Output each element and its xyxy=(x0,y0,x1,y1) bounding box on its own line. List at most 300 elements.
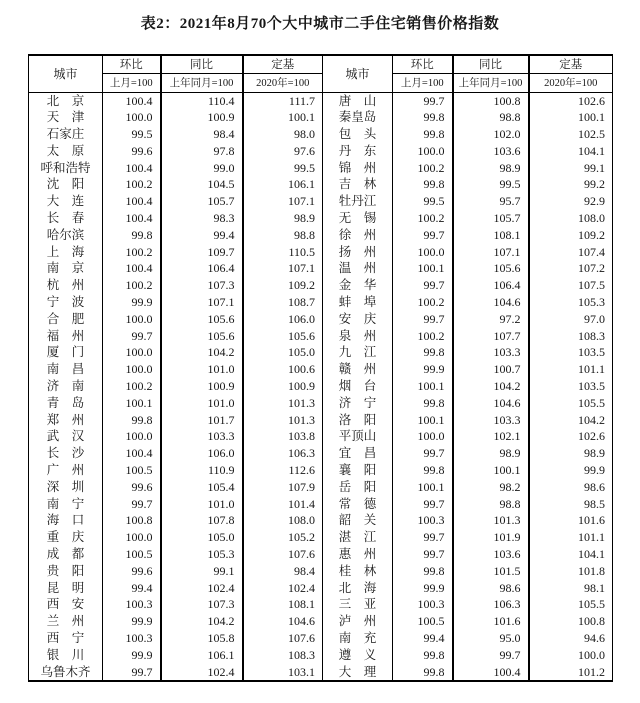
mom-value-right: 99.8 xyxy=(393,395,453,412)
header-row-top xyxy=(29,55,613,73)
table-row xyxy=(29,328,613,345)
table-row xyxy=(29,311,613,328)
base-value-left: 98.8 xyxy=(243,227,323,244)
city-cell-right xyxy=(323,630,393,647)
city-cell-right xyxy=(323,176,393,193)
yoy-value-right: 98.2 xyxy=(453,479,529,496)
mom-value-left: 99.8 xyxy=(103,227,161,244)
city-name: 烟 台 xyxy=(338,379,377,394)
city-name: 太 原 xyxy=(46,143,85,158)
base-value-left: 106.3 xyxy=(243,445,323,462)
city-cell-left xyxy=(29,378,103,395)
table-row xyxy=(29,529,613,546)
base-value-right: 103.5 xyxy=(578,345,605,360)
base-value-right: 94.6 xyxy=(584,631,605,645)
col-header-city-left: 城市 xyxy=(29,55,103,92)
city-cell-left xyxy=(29,92,103,109)
yoy-value-left: 100.9 xyxy=(161,109,243,126)
city-cell-right xyxy=(323,361,393,378)
base-value-left: 111.7 xyxy=(243,92,323,109)
yoy-value-left: 110.9 xyxy=(161,462,243,479)
subheader-mom-left: 上月=100 xyxy=(103,73,161,92)
city-name: 泉 州 xyxy=(338,328,377,343)
city-cell-left xyxy=(29,344,103,361)
base-value-left: 100.9 xyxy=(243,378,323,395)
mom-value-right: 99.7 xyxy=(393,546,453,563)
base-value-left: 106.1 xyxy=(243,176,323,193)
city-cell-right xyxy=(323,647,393,664)
city-name: 南 昌 xyxy=(46,362,85,377)
subheader-yoy-left: 上年同月=100 xyxy=(161,73,243,92)
mom-value-left: 100.4 xyxy=(103,193,161,210)
city-name: 岳 阳 xyxy=(338,479,377,494)
city-cell-left xyxy=(29,563,103,580)
yoy-value-right: 98.8 xyxy=(453,109,529,126)
city-name: 南 充 xyxy=(338,631,377,645)
mom-value-left: 99.8 xyxy=(103,412,161,429)
mom-value-left: 99.6 xyxy=(103,563,161,580)
yoy-value-left: 101.7 xyxy=(161,412,243,429)
mom-value-left: 100.2 xyxy=(103,244,161,261)
city-cell-right xyxy=(323,277,393,294)
header-row-sub xyxy=(29,73,613,92)
city-cell-right xyxy=(323,496,393,513)
base-value-left: 110.5 xyxy=(243,244,323,261)
city-cell-left xyxy=(29,160,103,177)
mom-value-right: 99.9 xyxy=(393,361,453,378)
mom-value-left: 100.3 xyxy=(103,596,161,613)
city-name: 西 安 xyxy=(46,597,85,612)
mom-value-right: 100.3 xyxy=(393,512,453,529)
mom-value-right: 99.8 xyxy=(393,176,453,193)
table-row xyxy=(29,344,613,361)
base-value-left: 108.1 xyxy=(243,596,323,613)
base-value-right: 101.1 xyxy=(578,530,605,545)
mom-value-right: 100.1 xyxy=(393,378,453,395)
city-cell-left xyxy=(29,260,103,277)
yoy-value-left: 105.7 xyxy=(161,193,243,210)
yoy-value-right: 105.7 xyxy=(453,210,529,227)
yoy-value-left: 104.5 xyxy=(161,176,243,193)
city-cell-right xyxy=(323,109,393,126)
city-cell-right xyxy=(323,580,393,597)
yoy-value-right: 103.6 xyxy=(453,143,529,160)
base-value-left: 106.0 xyxy=(243,311,323,328)
yoy-value-right: 102.1 xyxy=(453,428,529,445)
yoy-value-left: 109.7 xyxy=(161,244,243,261)
base-value-right: 98.5 xyxy=(584,496,605,511)
base-value-left: 107.9 xyxy=(243,479,323,496)
yoy-value-left: 97.8 xyxy=(161,143,243,160)
table-row xyxy=(29,428,613,445)
subheader-yoy-right: 上年同月=100 xyxy=(453,73,529,92)
base-value-right: 108.3 xyxy=(578,328,605,343)
yoy-value-left: 99.1 xyxy=(161,563,243,580)
yoy-value-right: 100.1 xyxy=(453,462,529,479)
mom-value-right: 99.7 xyxy=(393,496,453,513)
city-name: 青 岛 xyxy=(46,395,85,410)
yoy-value-right: 102.0 xyxy=(453,126,529,143)
city-name: 常 德 xyxy=(338,496,377,511)
mom-value-left: 100.4 xyxy=(103,210,161,227)
yoy-value-left: 99.0 xyxy=(161,160,243,177)
base-value-right: 99.2 xyxy=(584,177,605,192)
mom-value-left: 100.3 xyxy=(103,630,161,647)
base-value-right: 104.1 xyxy=(578,547,605,562)
city-name: 兰 州 xyxy=(46,614,85,629)
city-cell-right xyxy=(323,412,393,429)
city-name: 扬 州 xyxy=(338,244,377,259)
city-name: 北 海 xyxy=(338,580,377,595)
city-name: 长 沙 xyxy=(46,446,85,461)
city-cell-right xyxy=(323,92,393,109)
city-name: 吉 林 xyxy=(338,177,377,192)
city-name: 金 华 xyxy=(338,278,377,293)
base-value-right: 101.6 xyxy=(578,513,605,528)
city-name: 重 庆 xyxy=(46,530,85,545)
base-value-right: 99.1 xyxy=(584,160,605,175)
city-name: 哈尔滨 xyxy=(46,227,85,242)
city-name: 济 宁 xyxy=(338,395,377,410)
subheader-base-left: 2020年=100 xyxy=(243,73,323,92)
base-value-left: 109.2 xyxy=(243,277,323,294)
city-name: 平顶山 xyxy=(338,429,377,444)
mom-value-left: 100.0 xyxy=(103,529,161,546)
city-name: 惠 州 xyxy=(338,547,377,562)
yoy-value-right: 103.3 xyxy=(453,412,529,429)
city-cell-left xyxy=(29,143,103,160)
mom-value-left: 99.5 xyxy=(103,126,161,143)
city-name: 合 肥 xyxy=(46,311,85,326)
base-value-left: 101.3 xyxy=(243,395,323,412)
mom-value-right: 99.7 xyxy=(393,227,453,244)
base-value-right: 101.8 xyxy=(578,563,605,578)
base-value-left: 108.3 xyxy=(243,647,323,664)
city-name: 丹 东 xyxy=(338,143,377,158)
mom-value-left: 100.4 xyxy=(103,160,161,177)
mom-value-left: 99.7 xyxy=(103,664,161,682)
yoy-value-left: 106.1 xyxy=(161,647,243,664)
city-cell-right xyxy=(323,143,393,160)
mom-value-right: 100.5 xyxy=(393,613,453,630)
mom-value-left: 100.0 xyxy=(103,344,161,361)
table-row xyxy=(29,176,613,193)
yoy-value-left: 105.6 xyxy=(161,311,243,328)
city-cell-right xyxy=(323,294,393,311)
table-row xyxy=(29,92,613,109)
yoy-value-left: 104.2 xyxy=(161,344,243,361)
city-cell-left xyxy=(29,210,103,227)
mom-value-right: 99.5 xyxy=(393,193,453,210)
city-name: 赣 州 xyxy=(338,362,377,377)
city-cell-right xyxy=(323,126,393,143)
base-value-right: 103.5 xyxy=(578,379,605,394)
city-name: 湛 江 xyxy=(338,530,377,545)
table-row xyxy=(29,630,613,647)
mom-value-left: 100.8 xyxy=(103,512,161,529)
table-row xyxy=(29,126,613,143)
mom-value-right: 100.1 xyxy=(393,479,453,496)
base-value-right: 98.9 xyxy=(584,446,605,461)
city-cell-left xyxy=(29,412,103,429)
mom-value-left: 99.7 xyxy=(103,328,161,345)
table-row xyxy=(29,143,613,160)
base-value-left: 102.4 xyxy=(243,580,323,597)
city-cell-left xyxy=(29,227,103,244)
city-name: 海 口 xyxy=(46,513,85,528)
city-name: 洛 阳 xyxy=(338,412,377,427)
mom-value-left: 100.4 xyxy=(103,92,161,109)
city-name: 蚌 埠 xyxy=(338,295,377,310)
base-value-left: 105.0 xyxy=(243,344,323,361)
city-cell-right xyxy=(323,546,393,563)
price-index-table xyxy=(28,54,613,682)
yoy-value-right: 98.6 xyxy=(453,580,529,597)
yoy-value-right: 101.5 xyxy=(453,563,529,580)
table-row xyxy=(29,647,613,664)
yoy-value-left: 110.4 xyxy=(161,92,243,109)
city-name: 武 汉 xyxy=(46,429,85,444)
yoy-value-right: 98.9 xyxy=(453,160,529,177)
city-cell-left xyxy=(29,176,103,193)
mom-value-right: 99.7 xyxy=(393,529,453,546)
mom-value-right: 100.2 xyxy=(393,294,453,311)
city-name: 宁 波 xyxy=(46,295,85,310)
mom-value-left: 99.6 xyxy=(103,479,161,496)
yoy-value-right: 97.2 xyxy=(453,311,529,328)
yoy-value-left: 103.3 xyxy=(161,428,243,445)
city-cell-right xyxy=(323,428,393,445)
base-value-left: 108.0 xyxy=(243,512,323,529)
yoy-value-right: 98.9 xyxy=(453,445,529,462)
base-value-right: 101.2 xyxy=(578,664,605,679)
base-value-left: 97.6 xyxy=(243,143,323,160)
city-cell-left xyxy=(29,294,103,311)
city-name: 九 江 xyxy=(338,345,377,360)
yoy-value-right: 98.8 xyxy=(453,496,529,513)
city-name: 西 宁 xyxy=(46,631,85,645)
city-name: 天 津 xyxy=(46,110,85,125)
city-cell-left xyxy=(29,244,103,261)
mom-value-left: 100.1 xyxy=(103,395,161,412)
table-row xyxy=(29,277,613,294)
yoy-value-left: 106.0 xyxy=(161,445,243,462)
mom-value-left: 100.5 xyxy=(103,462,161,479)
table-row xyxy=(29,395,613,412)
base-value-right: 102.6 xyxy=(578,429,605,444)
yoy-value-left: 102.4 xyxy=(161,580,243,597)
table-row xyxy=(29,109,613,126)
yoy-value-right: 107.1 xyxy=(453,244,529,261)
table-row xyxy=(29,361,613,378)
mom-value-left: 100.4 xyxy=(103,260,161,277)
yoy-value-left: 102.4 xyxy=(161,664,243,682)
city-cell-right xyxy=(323,462,393,479)
yoy-value-left: 106.4 xyxy=(161,260,243,277)
city-cell-left xyxy=(29,311,103,328)
city-name: 牡丹江 xyxy=(338,194,377,209)
mom-value-left: 100.2 xyxy=(103,176,161,193)
table-row xyxy=(29,512,613,529)
base-value-right: 105.3 xyxy=(578,295,605,310)
city-cell-left xyxy=(29,546,103,563)
yoy-value-right: 101.6 xyxy=(453,613,529,630)
yoy-value-left: 105.8 xyxy=(161,630,243,647)
city-name: 深 圳 xyxy=(46,479,85,494)
city-cell-left xyxy=(29,512,103,529)
table-row xyxy=(29,294,613,311)
yoy-value-right: 104.6 xyxy=(453,395,529,412)
base-value-left: 104.6 xyxy=(243,613,323,630)
city-cell-right xyxy=(323,563,393,580)
city-name: 安 庆 xyxy=(338,311,377,326)
city-cell-left xyxy=(29,613,103,630)
yoy-value-right: 106.4 xyxy=(453,277,529,294)
base-value-right: 100.0 xyxy=(578,647,605,662)
city-name: 大 理 xyxy=(338,664,377,679)
mom-value-left: 99.9 xyxy=(103,294,161,311)
base-value-left: 103.8 xyxy=(243,428,323,445)
city-name: 南 宁 xyxy=(46,496,85,511)
base-value-right: 100.8 xyxy=(578,614,605,629)
yoy-value-left: 105.4 xyxy=(161,479,243,496)
yoy-value-left: 98.3 xyxy=(161,210,243,227)
base-value-right: 107.2 xyxy=(578,261,605,276)
mom-value-right: 99.7 xyxy=(393,92,453,109)
city-name: 北 京 xyxy=(46,93,85,108)
base-value-left: 98.4 xyxy=(243,563,323,580)
city-cell-left xyxy=(29,361,103,378)
city-cell-right xyxy=(323,613,393,630)
yoy-value-right: 105.6 xyxy=(453,260,529,277)
city-name: 济 南 xyxy=(46,379,85,394)
city-cell-right xyxy=(323,227,393,244)
city-cell-right xyxy=(323,344,393,361)
city-name: 沈 阳 xyxy=(46,177,85,192)
mom-value-right: 99.9 xyxy=(393,580,453,597)
yoy-value-left: 101.0 xyxy=(161,395,243,412)
city-cell-left xyxy=(29,193,103,210)
city-cell-right xyxy=(323,395,393,412)
city-name: 石家庄 xyxy=(46,127,85,142)
city-name: 银 川 xyxy=(46,647,85,662)
yoy-value-right: 106.3 xyxy=(453,596,529,613)
yoy-value-left: 107.3 xyxy=(161,277,243,294)
base-value-right: 102.5 xyxy=(578,127,605,142)
table-row xyxy=(29,546,613,563)
yoy-value-left: 105.6 xyxy=(161,328,243,345)
city-name: 大 连 xyxy=(46,194,85,209)
mom-value-left: 100.0 xyxy=(103,428,161,445)
mom-value-left: 100.0 xyxy=(103,109,161,126)
city-cell-right xyxy=(323,328,393,345)
mom-value-right: 100.1 xyxy=(393,260,453,277)
mom-value-right: 100.0 xyxy=(393,244,453,261)
base-value-left: 105.2 xyxy=(243,529,323,546)
city-name: 杭 州 xyxy=(46,278,85,293)
yoy-value-right: 99.7 xyxy=(453,647,529,664)
base-value-right: 108.0 xyxy=(578,211,605,226)
table-row xyxy=(29,193,613,210)
yoy-value-left: 100.9 xyxy=(161,378,243,395)
mom-value-left: 99.7 xyxy=(103,496,161,513)
base-value-right: 105.5 xyxy=(578,597,605,612)
base-value-right: 98.1 xyxy=(584,580,605,595)
base-value-right: 104.2 xyxy=(578,412,605,427)
table-row xyxy=(29,496,613,513)
city-name: 广 州 xyxy=(46,463,85,478)
mom-value-left: 100.0 xyxy=(103,311,161,328)
base-value-right: 107.4 xyxy=(578,244,605,259)
mom-value-right: 100.3 xyxy=(393,596,453,613)
city-cell-right xyxy=(323,193,393,210)
mom-value-right: 100.2 xyxy=(393,160,453,177)
mom-value-right: 100.2 xyxy=(393,210,453,227)
yoy-value-right: 95.7 xyxy=(453,193,529,210)
city-name: 泸 州 xyxy=(338,614,377,629)
city-cell-left xyxy=(29,428,103,445)
table-row xyxy=(29,227,613,244)
mom-value-right: 100.0 xyxy=(393,428,453,445)
table-row xyxy=(29,445,613,462)
mom-value-right: 100.1 xyxy=(393,412,453,429)
mom-value-left: 100.4 xyxy=(103,445,161,462)
mom-value-right: 100.0 xyxy=(393,143,453,160)
yoy-value-right: 108.1 xyxy=(453,227,529,244)
base-value-right: 92.9 xyxy=(584,194,605,209)
base-value-right: 109.2 xyxy=(578,227,605,242)
city-name: 包 头 xyxy=(338,127,377,142)
table-row xyxy=(29,596,613,613)
mom-value-right: 99.4 xyxy=(393,630,453,647)
table-row xyxy=(29,160,613,177)
col-header-mom-left: 环比 xyxy=(103,55,161,73)
city-cell-right xyxy=(323,244,393,261)
mom-value-right: 99.8 xyxy=(393,462,453,479)
table-row xyxy=(29,580,613,597)
base-value-right: 104.1 xyxy=(578,143,605,158)
city-cell-right xyxy=(323,479,393,496)
city-name: 三 亚 xyxy=(338,597,377,612)
city-name: 无 锡 xyxy=(338,211,377,226)
city-cell-right xyxy=(323,378,393,395)
city-cell-left xyxy=(29,277,103,294)
city-cell-left xyxy=(29,328,103,345)
base-value-left: 101.3 xyxy=(243,412,323,429)
city-cell-left xyxy=(29,664,103,682)
yoy-value-right: 100.7 xyxy=(453,361,529,378)
city-name: 宜 昌 xyxy=(338,446,377,461)
mom-value-left: 100.2 xyxy=(103,378,161,395)
col-header-yoy-left: 同比 xyxy=(161,55,243,73)
yoy-value-right: 104.2 xyxy=(453,378,529,395)
base-value-left: 108.7 xyxy=(243,294,323,311)
city-cell-right xyxy=(323,160,393,177)
city-cell-right xyxy=(323,260,393,277)
yoy-value-left: 101.0 xyxy=(161,361,243,378)
base-value-left: 112.6 xyxy=(243,462,323,479)
base-value-left: 107.1 xyxy=(243,193,323,210)
subheader-base-right: 2020年=100 xyxy=(529,73,613,92)
table-row xyxy=(29,613,613,630)
yoy-value-left: 98.4 xyxy=(161,126,243,143)
mom-value-right: 99.7 xyxy=(393,277,453,294)
city-cell-right xyxy=(323,529,393,546)
city-name: 贵 阳 xyxy=(46,563,85,578)
city-name: 上 海 xyxy=(46,244,85,259)
col-header-mom-right: 环比 xyxy=(393,55,453,73)
base-value-right: 105.5 xyxy=(578,395,605,410)
